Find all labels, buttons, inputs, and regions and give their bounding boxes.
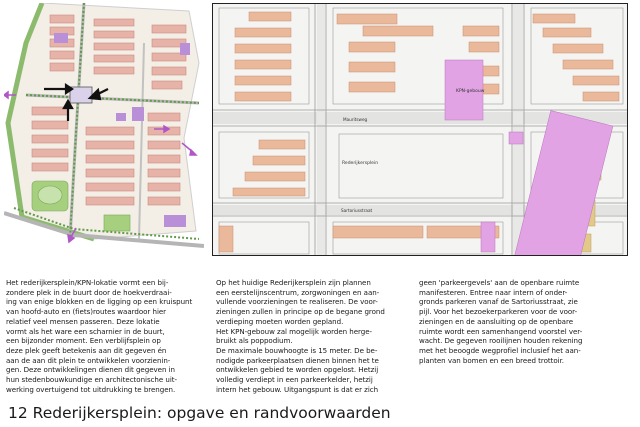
text-line: een bijzonder moment. Een verblijfsplein op <box>6 336 161 346</box>
text-line: zondere plek in de buurt door de hoekverdraai- <box>6 287 172 297</box>
text-line: bruikt als poppodium. <box>216 336 293 346</box>
text-column-2 <box>216 278 416 394</box>
text-line: vullende voorzieningen te realiseren. De voor- <box>216 297 378 307</box>
text-line: zieningen zullen in principe op de begane grond <box>216 307 385 317</box>
text-line: een eerstelijnscentrum, zorgwoningen en aan- <box>216 287 380 297</box>
text-line: Het KPN-gebouw zal mogelijk worden herge- <box>216 326 373 336</box>
site-plan-map <box>4 3 204 249</box>
text-line: ontwikkelen gebied te worden opgelost. Hetzij <box>216 365 379 375</box>
text-line: gronds parkeren vanaf de Sartoriusstraat, zie <box>419 297 578 307</box>
text-line: relatief veel mensen passeren. Deze lokatie <box>6 316 160 326</box>
text-line: Op het huidige Rederijkersplein zijn plannen <box>216 278 371 287</box>
text-line: hun stedenbouwkundige en architectonische uit- <box>6 375 178 385</box>
text-line: gen. Deze ontwikkelingen dienen dit gegeven in <box>6 365 175 375</box>
page-title <box>8 404 391 422</box>
text-line: ing van enige blokken en de ligging op een kruispunt <box>6 297 193 307</box>
text-line: zieningen en de aansluiting op de openbare <box>419 316 574 326</box>
kpn-building-label: KPN-gebouw <box>456 89 485 94</box>
rederijkersplein-label: Rederijkersplein <box>342 161 379 166</box>
text-line: intern het gebouw. Uitgangspunt is dat er zich <box>216 384 379 394</box>
text-line: geen 'parkeergevels' aan de openbare ruimte <box>419 278 580 287</box>
text-line: manifesteren. Entree naar intern of onder- <box>419 287 568 297</box>
text-column-3 <box>419 278 634 365</box>
detail-map <box>212 3 628 256</box>
text-line: vormt als het ware een scharnier in de buurt, <box>6 326 165 336</box>
text-line: ruimte wordt een samenhangend voorstel ver- <box>419 326 583 336</box>
text-line: nodigde parkeerplaatsen dienen binnen het te <box>216 355 379 365</box>
text-line: werking overtuigend tot uitdrukking te brengen. <box>6 384 176 394</box>
sartoriusstraat-label: Sartoriusstraat <box>341 208 373 213</box>
text-line: verdieping moeten worden gepland. <box>216 316 344 326</box>
text-line: met het beoogde wegprofiel inclusief het aan- <box>419 345 581 355</box>
text-line: Het rederijkersplein/KPN-lokatie vormt een bij- <box>6 278 169 287</box>
text-column-1 <box>6 278 206 394</box>
page-title-text: Rederijkersplein: opgave en randvoorwaarden <box>32 404 391 422</box>
mauritsweg-label: Mauritsweg <box>343 117 368 122</box>
text-line: volledig verdiept in een parkeerkelder, hetzij <box>216 375 373 385</box>
text-line: De maximale bouwhoogte is 15 meter. De be- <box>216 345 378 355</box>
text-line: planten van bomen en een breed trottoir. <box>419 355 564 365</box>
text-line: pijl. Voor het bezoekerparkeren voor de voor- <box>419 307 578 317</box>
page-number: 12 <box>8 404 28 422</box>
text-line: van hoofd-auto en (fiets)routes waardoor hier <box>6 307 167 317</box>
text-line: wacht. De gegeven rooilijnen houden rekening <box>419 336 583 346</box>
text-line: deze plek geeft betekenis aan dit gegeven én <box>6 345 167 355</box>
text-line: aan de aan dit plein te ontwikkelen voorzienin- <box>6 355 171 365</box>
